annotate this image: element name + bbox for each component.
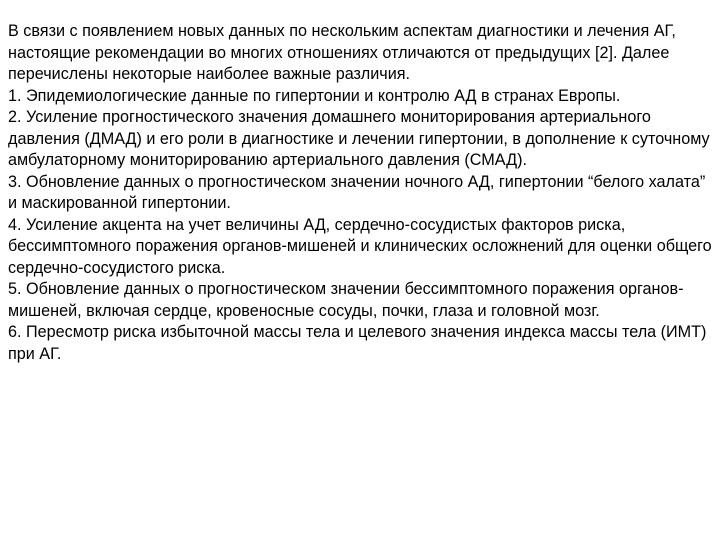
list-item-4: 4. Усиление акцента на учет величины АД, сердечно-сосудистых факторов риска, бессимптомного поражения органов-мишеней и клинических осложнений для оценки общего сердечно-сосудистого риска. — [8, 215, 712, 277]
list-item-5: 5. Обновление данных о прогностическом значении бессимптомного поражения органов-мишеней, включая сердце, кровеносные сосуды, почки, глаза и головной мозг. — [8, 280, 684, 320]
list-item-2: 2. Усиление прогностического значения домашнего мониторирования артериального давления (ДМАД) и его роли в диагностике и лечении гипертонии, в дополнение к суточному амбулаторному мониторированию артериального давления (СМАД). — [8, 108, 710, 169]
slide-text-block — [8, 21, 716, 365]
list-item-6: 6. Пересмотр риска избыточной массы тела и целевого значения индекса массы тела (ИМТ) при АГ. — [8, 323, 707, 363]
list-item-3: 3. Обновление данных о прогностическом значении ночного АД, гипертонии “белого халата” и маскированной гипертонии. — [8, 172, 706, 212]
list-item-1: 1. Эпидемиологические данные по гипертонии и контролю АД в странах Европы. — [8, 86, 621, 105]
intro-paragraph: В связи с появлением новых данных по нескольким аспектам диагностики и лечения АГ, настоящие рекомендации во многих отношениях отличаются от предыдущих [2]. Далее перечислены некоторые наиболее важные различия. — [8, 22, 676, 83]
